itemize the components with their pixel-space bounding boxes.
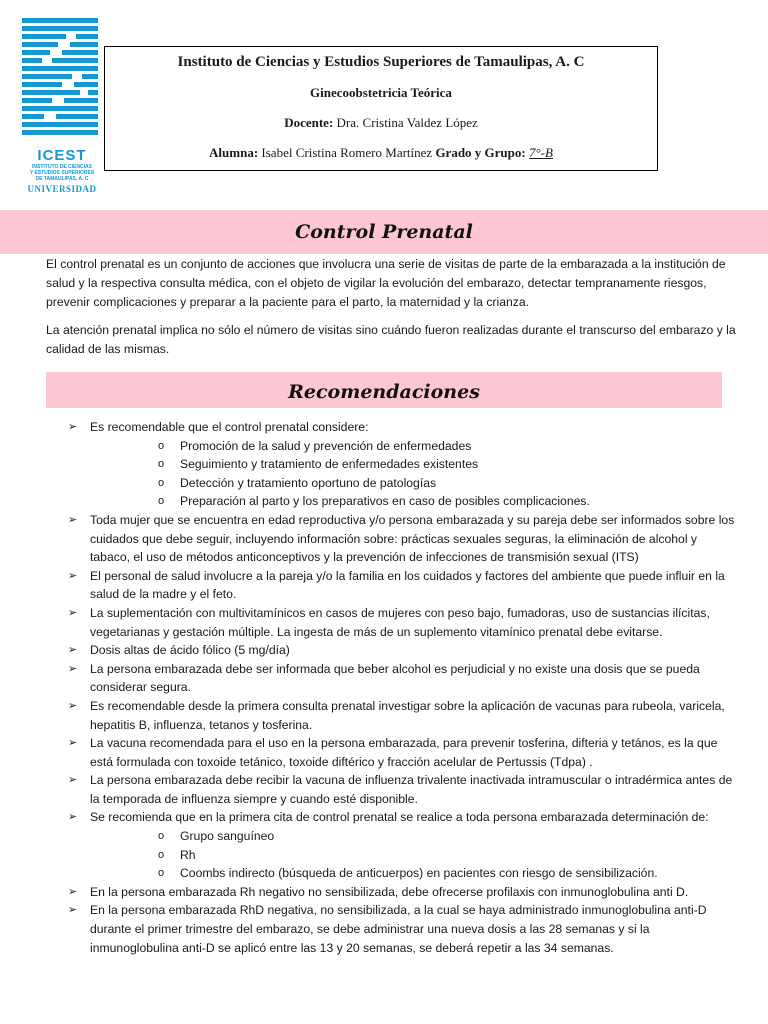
arrow-bullet-icon: ➢ xyxy=(68,644,78,657)
arrow-bullet-icon: ➢ xyxy=(68,421,78,433)
list-item-text: En la persona embarazada RhD negativa, no sensibilizada, a la cual se haya administrado inmunoglobulina anti-D durante el primer trimestre del embarazo, se debe administrar una nueva dosis a las 28 semanas y si la inmunoglobulina anti-D se aplicó entre las 13 y 20 semanas, se deberá repetir a las 34 semanas. xyxy=(90,903,707,955)
list-item xyxy=(46,771,736,808)
institution-logo xyxy=(22,18,102,202)
list-item-text: Se recomienda que en la primera cita de control prenatal se realice a toda persona embarazada determinación de: xyxy=(90,810,709,825)
sub-list-item-text: Seguimiento y tratamiento de enfermedades existentes xyxy=(180,457,479,472)
list-item-text: La suplementación con multivitamínicos en casos de mujeres con peso bajo, fumadoras, uso de sustancias ilícitas, vegetarianas y gestación múltiple. La ingesta de más de un suplemento vitamínico prenatal debe evitarse. xyxy=(90,605,710,639)
circle-bullet-icon: o xyxy=(158,458,165,471)
section-title-recomendaciones: Recomendaciones xyxy=(46,372,722,408)
arrow-bullet-icon: ➢ xyxy=(68,513,78,526)
circle-bullet-icon: o xyxy=(158,848,165,861)
list-item-text: Dosis altas de ácido fólico (5 mg/día) xyxy=(90,643,290,658)
recommendations-list xyxy=(46,418,736,957)
list-item xyxy=(46,697,736,734)
sub-list-item-text: Preparación al parto y los preparativos en caso de posibles complicaciones. xyxy=(180,494,590,509)
arrow-bullet-icon: ➢ xyxy=(68,904,78,917)
sub-list-item-text: Rh xyxy=(180,847,196,862)
sub-list-item xyxy=(90,455,736,474)
arrow-bullet-icon: ➢ xyxy=(68,811,78,824)
institution-name: Instituto de Ciencias y Estudios Superiores de Tamaulipas, A. C xyxy=(177,54,585,70)
student-line xyxy=(105,145,657,161)
circle-bullet-icon: o xyxy=(158,439,165,452)
list-item xyxy=(46,901,736,957)
circle-bullet-icon: o xyxy=(158,830,165,843)
sub-list-item-text: Promoción de la salud y prevención de enfermedades xyxy=(180,438,472,453)
list-item-text: La vacuna recomendada para el uso en la persona embarazada, para prevenir tosferina, difteria y tetános, es la que está formulada con toxoide tetánico, toxoide diftérico y fracción acelular de Pertussis (Tdpa) . xyxy=(90,736,718,769)
logo-line-1: INSTITUTO DE CIENCIAS xyxy=(32,164,92,170)
teacher-name: Dra. Cristina Valdez López xyxy=(336,115,478,130)
list-item xyxy=(46,418,736,511)
list-item-text: En la persona embarazada Rh negativo no sensibilizada, debe ofrecerse profilaxis con inmunoglobulina anti D. xyxy=(90,884,689,899)
list-item xyxy=(46,567,736,604)
arrow-bullet-icon: ➢ xyxy=(68,569,78,582)
list-item-text: Es recomendable desde la primera consulta prenatal investigar sobre la aplicación de vacunas para rubeola, varicela, hepatitis B, influenza, tetanos y tosferina. xyxy=(90,698,725,732)
group-value: 7°-B xyxy=(528,145,553,160)
sub-list-item xyxy=(90,437,736,456)
list-item-text: El personal de salud involucre a la pareja y/o la familia en los cuidados y factores del ambiente que puede influir en la salud de la madre y el feto. xyxy=(90,568,725,602)
sub-list-item-text: Detección y tratamiento oportuno de patologías xyxy=(180,475,437,490)
list-item-text: La persona embarazada debe recibir la vacuna de influenza trivalente inactivada intramuscular o intradérmica antes de la temporada de influenza siempre y cuando esté disponible. xyxy=(90,773,733,806)
sub-list xyxy=(90,437,736,511)
teacher-label: Docente: xyxy=(284,115,334,130)
list-item-text: Es recomendable que el control prenatal considere: xyxy=(90,420,369,434)
arrow-bullet-icon: ➢ xyxy=(68,737,78,750)
sub-list-item xyxy=(90,864,736,883)
course-name: Ginecoobstetricia Teórica xyxy=(310,85,452,100)
logo-stripes xyxy=(22,18,102,138)
logo-acronym: ICEST xyxy=(37,147,87,164)
logo-line-2: Y ESTUDIOS SUPERIORES xyxy=(29,170,95,176)
header-box xyxy=(104,46,658,171)
sub-list-item xyxy=(90,492,736,511)
student-label: Alumna: xyxy=(209,145,259,160)
list-item xyxy=(46,808,736,882)
list-item xyxy=(46,660,736,697)
list-item xyxy=(46,734,736,771)
sub-list-item xyxy=(90,474,736,493)
list-item-text: Toda mujer que se encuentra en edad reproductiva y/o persona embarazada y su pareja debe ser informados sobre los cuidados que debe seguir, incluyendo información sobre: prácticas sexuales seguras, la eliminación de alcohol y tabaco, el uso de métodos anticonceptivos y la prevención de infecciones de transmisión sexual (ITS) xyxy=(90,512,735,565)
sub-list xyxy=(90,827,736,883)
sub-list-item-text: Coombs indirecto (búsqueda de anticuerpos) en pacientes con riesgo de sensibilización. xyxy=(180,866,658,881)
circle-bullet-icon: o xyxy=(158,867,165,880)
list-item-text: La persona embarazada debe ser informada que beber alcohol es perjudicial y no existe una dosis que se pueda considerar segura. xyxy=(90,661,700,695)
group-label: Grado y Grupo: xyxy=(435,145,526,160)
intro-paragraph-2: La atención prenatal implica no sólo el número de visitas sino cuándo fueron realizadas durante el transcurso del embarazo y la calidad de las mismas. xyxy=(46,323,736,356)
arrow-bullet-icon: ➢ xyxy=(68,606,78,619)
list-item xyxy=(46,511,736,567)
list-item xyxy=(46,883,736,902)
circle-bullet-icon: o xyxy=(158,476,165,489)
logo-line-3: DE TAMAULIPAS, A. C xyxy=(35,176,89,182)
teacher-line xyxy=(105,115,657,131)
list-item xyxy=(46,604,736,641)
logo-university: UNIVERSIDAD xyxy=(27,184,97,194)
circle-bullet-icon: o xyxy=(158,495,165,508)
intro-paragraph-1: El control prenatal es un conjunto de acciones que involucra una serie de visitas de parte de la embarazada a la institución de salud y la respectiva consulta médica, con el objeto de vigilar la evolución del embarazo, detectar tempranamente riesgos, prevenir complicaciones y preparar a la paciente para el parto, la maternidad y la crianza. xyxy=(46,257,726,309)
section-title-control-prenatal: Control Prenatal xyxy=(0,210,768,254)
sub-list-item xyxy=(90,827,736,846)
logo-text xyxy=(22,148,102,194)
arrow-bullet-icon: ➢ xyxy=(68,662,78,675)
list-item xyxy=(46,641,736,660)
arrow-bullet-icon: ➢ xyxy=(68,885,78,898)
arrow-bullet-icon: ➢ xyxy=(68,699,78,712)
student-name: Isabel Cristina Romero Martínez xyxy=(261,145,433,160)
sub-list-item xyxy=(90,846,736,865)
sub-list-item-text: Grupo sanguíneo xyxy=(180,829,275,844)
arrow-bullet-icon: ➢ xyxy=(68,774,78,787)
